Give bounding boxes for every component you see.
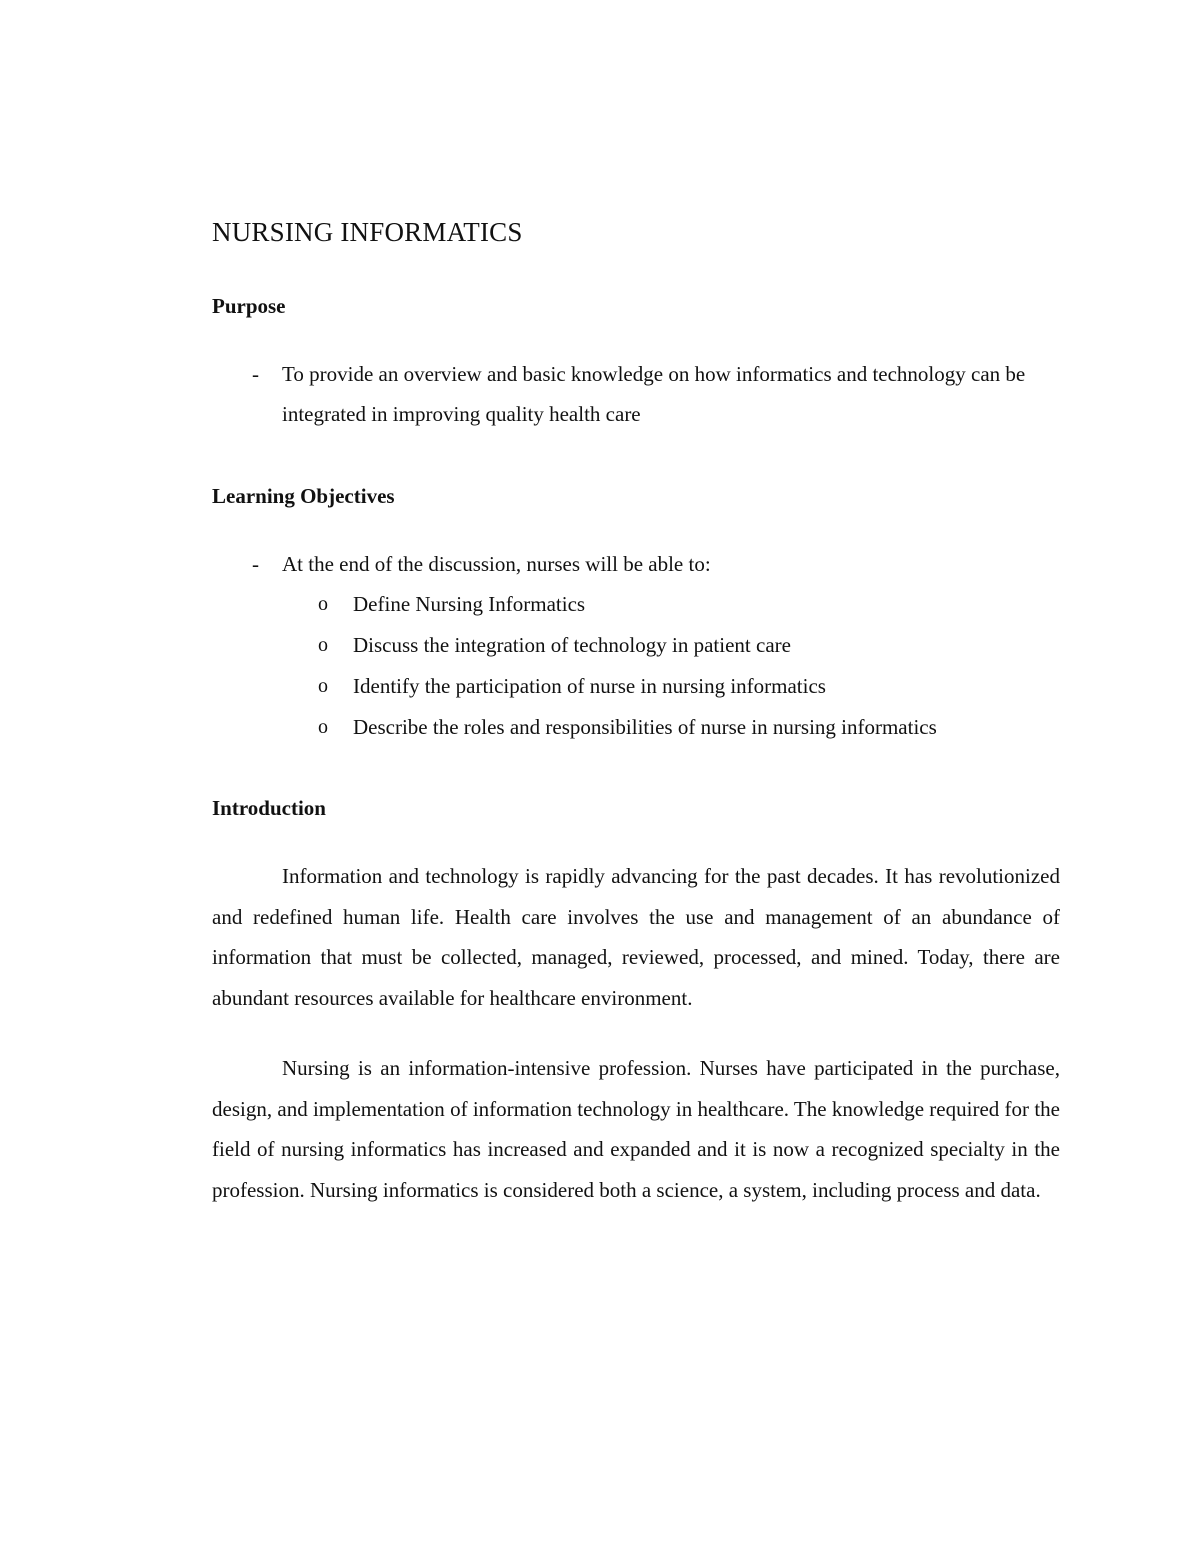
circle-bullet-icon: o xyxy=(318,634,328,656)
list-item xyxy=(212,707,1060,748)
purpose-item xyxy=(212,354,1060,434)
introduction-paragraph-2: Nursing is an information-intensive profession. Nurses have participated in the purchase, design, and implementation of information technology in healthcare. The knowledge required for the field of nursing informatics has increased and expanded and it is now a recognized specialty in the profession. Nursing informatics is considered both a science, a system, including process and data. xyxy=(212,1056,1060,1202)
circle-bullet-icon: o xyxy=(318,716,328,738)
dash-bullet-icon: - xyxy=(252,552,259,576)
objectives-lead-item xyxy=(212,544,1060,584)
objective-text: Discuss the integration of technology in patient care xyxy=(353,633,791,657)
introduction-paragraph-1: Information and technology is rapidly advancing for the past decades. It has revolutionized and redefined human life. Health care involves the use and management of an abundance of information that must be collected, managed, reviewed, processed, and mined. Today, there are abundant resources available for healthcare environment. xyxy=(212,864,1060,1010)
purpose-list xyxy=(212,354,1060,434)
objectives-sub-list xyxy=(212,584,1060,748)
objective-text: Define Nursing Informatics xyxy=(353,592,586,616)
circle-bullet-icon: o xyxy=(318,675,328,697)
introduction-heading: Introduction xyxy=(212,796,326,820)
circle-bullet-icon: o xyxy=(318,593,328,615)
purpose-item-text: To provide an overview and basic knowledge on how informatics and technology can be integrated in improving quality health care xyxy=(282,362,1026,426)
learning-objectives-heading: Learning Objectives xyxy=(212,484,395,508)
learning-objectives-list xyxy=(212,544,1060,584)
dash-bullet-icon: - xyxy=(252,362,259,386)
list-item xyxy=(212,625,1060,666)
list-item xyxy=(212,666,1060,707)
objective-text: Describe the roles and responsibilities of nurse in nursing informatics xyxy=(353,715,937,739)
list-item xyxy=(212,584,1060,625)
document-page xyxy=(212,214,1060,1210)
document-title: NURSING INFORMATICS xyxy=(212,217,523,247)
purpose-heading: Purpose xyxy=(212,294,286,318)
objectives-lead-text: At the end of the discussion, nurses will be able to: xyxy=(282,552,711,576)
objective-text: Identify the participation of nurse in nursing informatics xyxy=(353,674,826,698)
